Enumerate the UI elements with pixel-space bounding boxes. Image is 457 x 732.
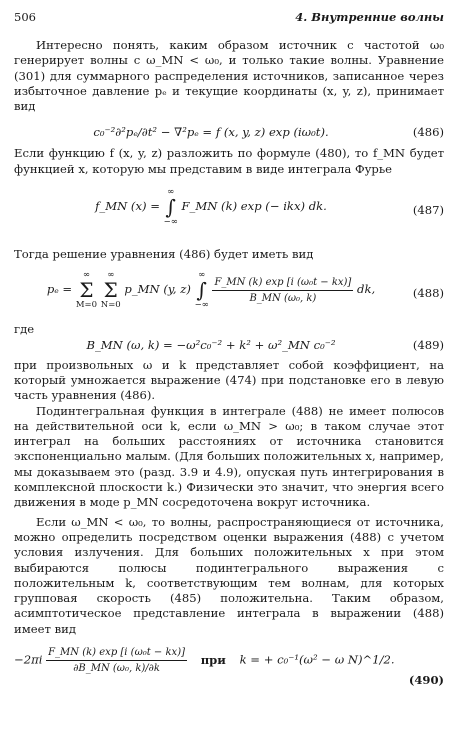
paragraph-7: Если ω_MN < ω₀, то волны, распространяющиеся от источника, можно определить посредством оценки выражения (488) с учетом условия излучения. Для больших положительных x при этом выбираются полюсы подинтегрального выражения с положительным k, соответствующим тем волнам, для которых групповая скорость (485) положительна. Таким образом, асимптотическое представление интеграла в выражении (488) имеет вид — [14, 514, 444, 636]
page-header — [14, 10, 444, 30]
equation-486-label: (486) — [412, 125, 444, 140]
fraction-490-denominator: ∂B_MN (ω₀, k)/∂k — [73, 663, 160, 675]
paragraph-5: при произвольных ω и k представляет собой коэффициент, на который умножается выражение (474) при подстановке его в левую часть уравнения (486). — [14, 357, 444, 403]
equation-487 — [14, 181, 444, 245]
sum-m-upper: ∞ — [82, 270, 90, 281]
paragraph-3: Тогда решение уравнения (486) будет иметь вид — [14, 247, 314, 262]
fraction-490 — [46, 645, 187, 676]
equation-490-condition: k = + c₀⁻¹(ω² − ω N)^1/2. — [239, 652, 395, 667]
equation-488-label: (488) — [412, 286, 444, 301]
integral-487: ∞ ∫ −∞ — [163, 187, 178, 228]
paragraph-1: Интересно понять, каким образом источник с частотой ω₀ генерирует волны с ω_MN < ω₀, и только такие волны. Уравнение (301) для суммарного распределения источников, записанное через избыточное давление pₑ и текущие координаты (x, y, z), принимает вид — [14, 38, 444, 114]
equation-486 — [14, 120, 444, 146]
equation-488-lhs: pₑ = — [46, 282, 73, 297]
equation-488-term: p_MN (y, z) — [124, 282, 191, 297]
equation-486-body: c₀⁻²∂²pₑ/∂t² − ∇²pₑ = f (x, y, z) exp (iω₀t). — [93, 125, 329, 140]
fraction-488-numerator: F_MN (k) exp [i (ω₀t − kx)] — [212, 275, 353, 291]
sum-n: ∞ Σ N=0 — [100, 270, 121, 311]
paragraph-4: где — [14, 322, 35, 337]
integral-488-upper: ∞ — [198, 270, 206, 281]
fraction-490-numerator: F_MN (k) exp [i (ω₀t − kx)] — [46, 645, 187, 661]
integral-487-upper: ∞ — [167, 187, 175, 198]
fraction-488 — [212, 275, 353, 306]
equation-489 — [14, 336, 444, 358]
sum-m-lower: M=0 — [75, 300, 98, 311]
equation-489-body: B_MN (ω, k) = −ω²c₀⁻² + k² + ω²_MN c₀⁻² — [86, 337, 336, 352]
paragraph-2: Если функцию f (x, y, z) разложить по формуле (480), то f_MN будет функцией x, которую мы представим в виде интеграла Фурье — [14, 146, 444, 176]
equation-487-lhs: f_MN (x) = — [95, 199, 160, 214]
equation-489-label: (489) — [412, 337, 444, 352]
paragraph-6: Подинтегральная функция в интеграле (488) не имеет полюсов на действительной оси k, если ω_MN > ω₀; в таком случае этот интеграл на больших расстояниях от источника становится экспоненциально малым. (Для больших положительных x, например, мы доказываем это (разд. 3.9 и 4.9), опуская путь интегрирования в комплексной плоскости k.) Физически это значит, что энергия всего движения в моде p_MN сосредоточена вокруг источника. — [14, 403, 444, 510]
equation-490-connector: при — [200, 652, 226, 667]
equation-488-tail: dk, — [357, 282, 376, 297]
equation-490-label: (490) — [408, 673, 444, 688]
book-page — [14, 10, 444, 689]
equation-490 — [14, 645, 444, 689]
page-number: 506 — [14, 10, 36, 24]
equation-487-integrand: F_MN (k) exp (− ikx) dk. — [181, 199, 327, 214]
integral-488: ∞ ∫ −∞ — [194, 270, 209, 311]
sum-m: ∞ Σ M=0 — [75, 270, 98, 311]
sum-n-lower: N=0 — [100, 300, 121, 311]
fraction-488-denominator: B_MN (ω₀, k) — [249, 292, 317, 304]
equation-490-prefix: −2πi — [14, 652, 43, 667]
section-title: 4. Внутренние волны — [295, 10, 444, 24]
integral-487-lower: −∞ — [163, 217, 178, 228]
equation-488 — [14, 268, 444, 322]
equation-487-label: (487) — [412, 203, 444, 218]
sum-n-upper: ∞ — [107, 270, 115, 281]
integral-488-lower: −∞ — [194, 300, 209, 311]
